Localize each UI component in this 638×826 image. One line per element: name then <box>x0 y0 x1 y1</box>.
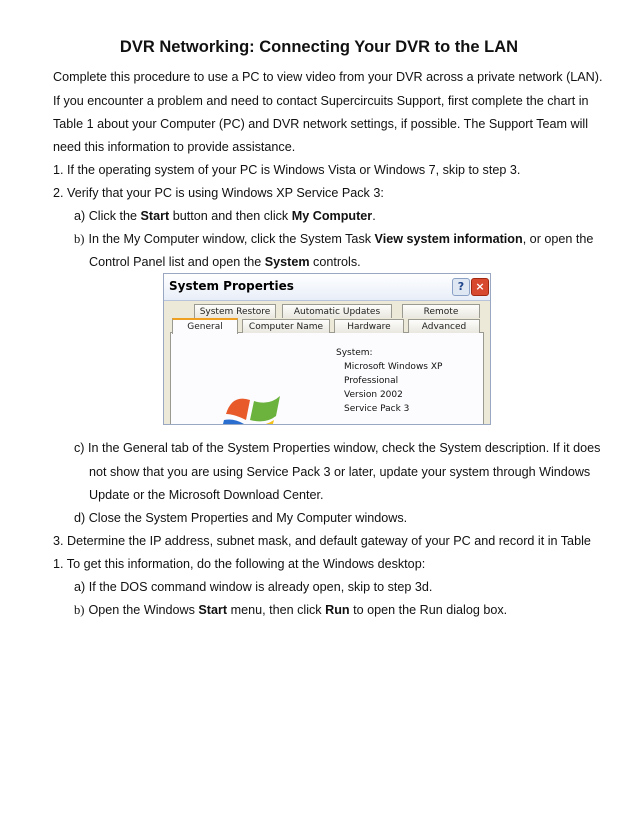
system-info-line: Service Pack 3 <box>344 404 410 414</box>
help-icon: ? <box>452 278 470 296</box>
step-2c: c) In the General tab of the System Properties window, check the System description. If it does <box>74 441 601 455</box>
step-text: In the My Computer window, click the System Task <box>88 232 375 246</box>
system-info-line: Version 2002 <box>344 390 403 400</box>
step-text: button and then click <box>169 209 292 223</box>
system-properties-screenshot <box>163 273 491 425</box>
bold-term: Start <box>140 209 170 223</box>
step-2b <box>74 231 593 247</box>
step-3a: a) If the DOS command window is already open, skip to step 3d. <box>74 580 433 594</box>
step-text: Click the <box>88 209 141 223</box>
step-2: 2. Verify that your PC is using Windows XP Service Pack 3: <box>53 186 384 200</box>
step-2c-cont: not show that you are using Service Pack 3 or later, update your system through Windows <box>89 465 591 479</box>
window-titlebar <box>164 274 491 301</box>
step-3-cont: 1. To get this information, do the following at the Windows desktop: <box>53 557 426 571</box>
step-text: controls. <box>309 255 361 269</box>
tab-computer-name: Computer Name <box>242 319 330 333</box>
system-info-line: Microsoft Windows XP <box>344 362 443 372</box>
bold-term: Start <box>198 603 228 617</box>
system-info-line: Professional <box>344 376 399 386</box>
step-text: menu, then click <box>227 603 326 617</box>
bold-term: My Computer <box>291 209 373 223</box>
system-label: System: <box>336 348 373 358</box>
step-text: , or open the <box>522 232 594 246</box>
bold-term: View system information <box>374 232 523 246</box>
tab-remote: Remote <box>402 304 480 318</box>
windows-logo-icon <box>214 374 294 425</box>
step-1: 1. If the operating system of your PC is Windows Vista or Windows 7, skip to step 3. <box>53 163 521 177</box>
tab-hardware: Hardware <box>334 319 404 333</box>
step-marker: b) <box>74 603 85 617</box>
intro-line: If you encounter a problem and need to contact Supercircuits Support, first complete the chart in <box>53 94 589 108</box>
step-text: Open the Windows <box>88 603 199 617</box>
tab-system-restore: System Restore <box>194 304 276 318</box>
intro-line: need this information to provide assistance. <box>53 140 296 154</box>
tab-automatic-updates: Automatic Updates <box>282 304 392 318</box>
step-2c-cont: Update or the Microsoft Download Center. <box>89 488 324 502</box>
step-text: to open the Run dialog box. <box>349 603 508 617</box>
page-title: DVR Networking: Connecting Your DVR to the LAN <box>119 38 519 56</box>
step-text: . <box>372 209 376 223</box>
intro-line: Complete this procedure to use a PC to view video from your DVR across a private network (LAN). <box>53 70 603 84</box>
step-marker: a) <box>74 209 89 223</box>
bold-term: System <box>264 255 310 269</box>
tab-advanced: Advanced <box>408 319 480 333</box>
step-2a <box>74 208 376 224</box>
bold-term: Run <box>325 603 350 617</box>
step-marker: b) <box>74 232 85 246</box>
window-title: System Properties <box>169 279 294 293</box>
step-2d: d) Close the System Properties and My Computer windows. <box>74 511 408 525</box>
step-3b <box>74 602 507 618</box>
intro-line: Table 1 about your Computer (PC) and DVR network settings, if possible. The Support Team will <box>53 117 589 131</box>
tab-general: General <box>172 318 238 334</box>
step-2b-cont <box>89 254 361 270</box>
step-text: Control Panel list and open the <box>89 255 265 269</box>
close-icon: × <box>471 278 489 296</box>
step-3: 3. Determine the IP address, subnet mask, and default gateway of your PC and record it in Table <box>53 534 591 548</box>
